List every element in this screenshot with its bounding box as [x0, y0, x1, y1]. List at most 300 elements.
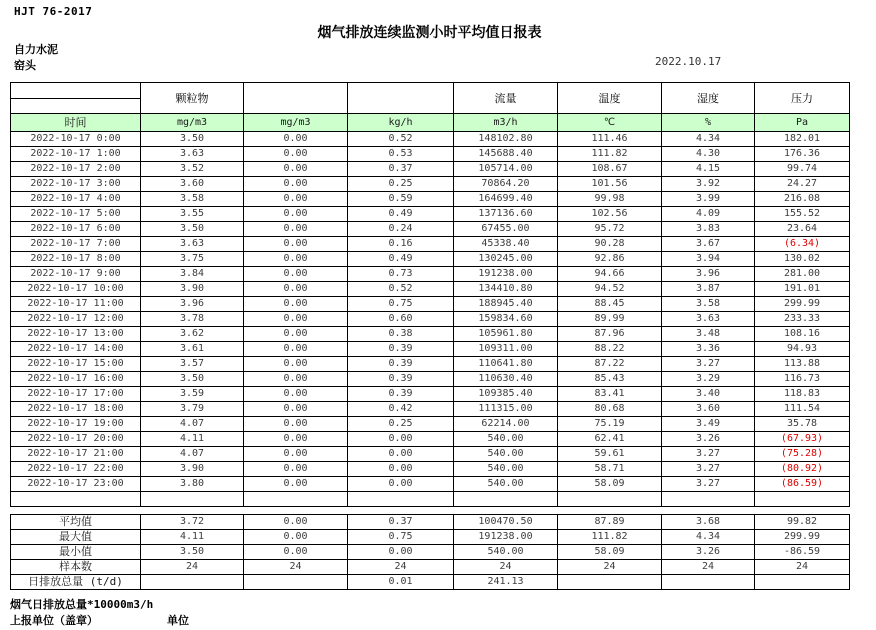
table-row: [11, 327, 850, 342]
table-row: [11, 447, 850, 462]
value-cell: 0.00: [348, 462, 454, 477]
value-cell: 45338.40: [454, 237, 558, 252]
time-cell: 2022-10-17 18:00: [11, 402, 141, 417]
table-row: [11, 417, 850, 432]
table-row: [11, 147, 850, 162]
value-cell: 80.68: [558, 402, 662, 417]
value-cell: 0.00: [348, 477, 454, 492]
value-cell: 109385.40: [454, 387, 558, 402]
value-cell: 108.16: [755, 327, 850, 342]
summary-value-cell: 0.01: [348, 575, 454, 590]
value-cell: 0.00: [244, 282, 348, 297]
unit-mgm3-2: mg/m3: [244, 114, 348, 132]
value-cell: 70864.20: [454, 177, 558, 192]
unit-m3h: m3/h: [454, 114, 558, 132]
value-cell: 3.61: [141, 342, 244, 357]
time-cell: 2022-10-17 3:00: [11, 177, 141, 192]
value-cell: 3.50: [141, 132, 244, 147]
value-cell: 0.53: [348, 147, 454, 162]
value-cell: 176.36: [755, 147, 850, 162]
value-cell: 0.00: [244, 387, 348, 402]
summary-value-cell: 540.00: [454, 545, 558, 560]
value-cell: 0.00: [244, 327, 348, 342]
value-cell: 130.02: [755, 252, 850, 267]
value-cell: 105961.80: [454, 327, 558, 342]
value-cell: (6.34): [755, 237, 850, 252]
time-cell: 2022-10-17 16:00: [11, 372, 141, 387]
value-cell: 3.59: [141, 387, 244, 402]
summary-value-cell: 58.09: [558, 545, 662, 560]
reporting-unit-label: 上报单位（盖章）: [10, 614, 98, 627]
value-cell: 58.71: [558, 462, 662, 477]
value-cell: 3.78: [141, 312, 244, 327]
group-header-temperature: 温度: [558, 83, 662, 114]
summary-value-cell: 3.72: [141, 515, 244, 530]
empty-cell: [11, 492, 141, 507]
report-table-wrapper: [10, 82, 850, 590]
summary-value-cell: 87.89: [558, 515, 662, 530]
value-cell: 3.99: [662, 192, 755, 207]
value-cell: 23.64: [755, 222, 850, 237]
value-cell: 0.49: [348, 252, 454, 267]
value-cell: 59.61: [558, 447, 662, 462]
summary-label-cell: 最大值: [11, 530, 141, 545]
value-cell: 3.29: [662, 372, 755, 387]
value-cell: 101.56: [558, 177, 662, 192]
value-cell: 0.00: [244, 462, 348, 477]
value-cell: 0.00: [244, 297, 348, 312]
value-cell: 4.34: [662, 132, 755, 147]
summary-value-cell: 191238.00: [454, 530, 558, 545]
value-cell: 4.30: [662, 147, 755, 162]
value-cell: 0.39: [348, 387, 454, 402]
table-row: [11, 207, 850, 222]
summary-label-cell: 平均值: [11, 515, 141, 530]
summary-value-cell: 24: [454, 560, 558, 575]
time-cell: 2022-10-17 1:00: [11, 147, 141, 162]
value-cell: 113.88: [755, 357, 850, 372]
value-cell: 3.27: [662, 462, 755, 477]
value-cell: 35.78: [755, 417, 850, 432]
value-cell: 75.19: [558, 417, 662, 432]
value-cell: 0.59: [348, 192, 454, 207]
value-cell: 4.09: [662, 207, 755, 222]
empty-cell: [454, 492, 558, 507]
value-cell: 0.00: [244, 177, 348, 192]
value-cell: 3.27: [662, 477, 755, 492]
value-cell: 111315.00: [454, 402, 558, 417]
value-cell: 0.60: [348, 312, 454, 327]
value-cell: 145688.40: [454, 147, 558, 162]
summary-row: [11, 530, 850, 545]
value-cell: 94.93: [755, 342, 850, 357]
corner-cell-top: [11, 83, 141, 99]
summary-value-cell: 3.26: [662, 545, 755, 560]
table-row: [11, 372, 850, 387]
footer-note: 烟气日排放总量*10000m3/h: [10, 598, 154, 611]
value-cell: 3.63: [662, 312, 755, 327]
time-cell: 2022-10-17 6:00: [11, 222, 141, 237]
empty-cell: [244, 492, 348, 507]
value-cell: 0.00: [244, 237, 348, 252]
summary-value-cell: 24: [348, 560, 454, 575]
value-cell: 134410.80: [454, 282, 558, 297]
value-cell: 111.82: [558, 147, 662, 162]
table-row: [11, 462, 850, 477]
value-cell: 3.94: [662, 252, 755, 267]
value-cell: 111.46: [558, 132, 662, 147]
value-cell: 83.41: [558, 387, 662, 402]
value-cell: 0.00: [244, 222, 348, 237]
value-cell: 3.96: [141, 297, 244, 312]
value-cell: 88.22: [558, 342, 662, 357]
value-cell: 0.00: [244, 447, 348, 462]
summary-value-cell: 4.11: [141, 530, 244, 545]
value-cell: 4.07: [141, 447, 244, 462]
value-cell: 4.11: [141, 432, 244, 447]
table-row: [11, 282, 850, 297]
summary-value-cell: [141, 575, 244, 590]
summary-value-cell: [244, 575, 348, 590]
summary-value-cell: 24: [662, 560, 755, 575]
value-cell: 3.75: [141, 252, 244, 267]
value-cell: 3.84: [141, 267, 244, 282]
table-row: [11, 162, 850, 177]
table-row: [11, 237, 850, 252]
time-cell: 2022-10-17 10:00: [11, 282, 141, 297]
value-cell: 164699.40: [454, 192, 558, 207]
time-cell: 2022-10-17 5:00: [11, 207, 141, 222]
value-cell: 130245.00: [454, 252, 558, 267]
summary-value-cell: [755, 575, 850, 590]
empty-cell: [141, 492, 244, 507]
time-cell: 2022-10-17 0:00: [11, 132, 141, 147]
value-cell: 87.96: [558, 327, 662, 342]
value-cell: 0.00: [244, 162, 348, 177]
unit-pa: Pa: [755, 114, 850, 132]
value-cell: 109311.00: [454, 342, 558, 357]
value-cell: 94.66: [558, 267, 662, 282]
value-cell: 3.83: [662, 222, 755, 237]
value-cell: 3.63: [141, 237, 244, 252]
table-row: [11, 312, 850, 327]
unit-percent: %: [662, 114, 755, 132]
value-cell: 110641.80: [454, 357, 558, 372]
unit-header-row: [11, 114, 850, 132]
table-row: [11, 402, 850, 417]
time-cell: 2022-10-17 21:00: [11, 447, 141, 462]
summary-value-cell: 0.00: [244, 545, 348, 560]
summary-value-cell: 100470.50: [454, 515, 558, 530]
summary-row: [11, 575, 850, 590]
summary-label-cell: 最小值: [11, 545, 141, 560]
corner-cell-bottom: [11, 99, 141, 114]
group-header-humidity: 湿度: [662, 83, 755, 114]
value-cell: 3.90: [141, 462, 244, 477]
summary-value-cell: 0.00: [244, 530, 348, 545]
table-row: [11, 477, 850, 492]
time-cell: 2022-10-17 4:00: [11, 192, 141, 207]
value-cell: 62214.00: [454, 417, 558, 432]
value-cell: 3.87: [662, 282, 755, 297]
group-header-empty-2: [348, 83, 454, 114]
table-row: [11, 132, 850, 147]
value-cell: 4.07: [141, 417, 244, 432]
summary-label-cell: 样本数: [11, 560, 141, 575]
value-cell: 540.00: [454, 462, 558, 477]
value-cell: 85.43: [558, 372, 662, 387]
value-cell: (75.28): [755, 447, 850, 462]
hourly-rows: [11, 132, 850, 590]
summary-row: [11, 560, 850, 575]
value-cell: 118.83: [755, 387, 850, 402]
time-cell: 2022-10-17 8:00: [11, 252, 141, 267]
value-cell: 281.00: [755, 267, 850, 282]
value-cell: 0.00: [244, 342, 348, 357]
value-cell: 3.57: [141, 357, 244, 372]
value-cell: 99.74: [755, 162, 850, 177]
summary-value-cell: [662, 575, 755, 590]
value-cell: 0.42: [348, 402, 454, 417]
time-cell: 2022-10-17 15:00: [11, 357, 141, 372]
value-cell: 3.60: [662, 402, 755, 417]
empty-cell: [755, 492, 850, 507]
summary-row: [11, 515, 850, 530]
value-cell: 0.00: [244, 477, 348, 492]
page-title: 烟气排放连续监测小时平均值日报表: [317, 25, 542, 41]
summary-value-cell: 111.82: [558, 530, 662, 545]
table-row: [11, 177, 850, 192]
value-cell: (86.59): [755, 477, 850, 492]
value-cell: 3.62: [141, 327, 244, 342]
value-cell: 95.72: [558, 222, 662, 237]
value-cell: 3.55: [141, 207, 244, 222]
table-row: [11, 297, 850, 312]
value-cell: 88.45: [558, 297, 662, 312]
company-name: 自力水泥: [14, 43, 58, 56]
summary-label-cell: 日排放总量 (t/d): [11, 575, 141, 590]
empty-cell: [662, 492, 755, 507]
value-cell: 0.00: [244, 402, 348, 417]
empty-cell: [558, 492, 662, 507]
value-cell: 3.96: [662, 267, 755, 282]
value-cell: 3.63: [141, 147, 244, 162]
value-cell: 188945.40: [454, 297, 558, 312]
summary-value-cell: 0.00: [244, 515, 348, 530]
table-row: [11, 432, 850, 447]
value-cell: 94.52: [558, 282, 662, 297]
table-row: [11, 252, 850, 267]
value-cell: 0.75: [348, 297, 454, 312]
summary-value-cell: [558, 575, 662, 590]
unit-kgh: kg/h: [348, 114, 454, 132]
summary-value-cell: 4.34: [662, 530, 755, 545]
value-cell: 0.00: [348, 447, 454, 462]
value-cell: 3.92: [662, 177, 755, 192]
value-cell: 159834.60: [454, 312, 558, 327]
report-date: 2022.10.17: [655, 55, 722, 68]
time-cell: 2022-10-17 20:00: [11, 432, 141, 447]
table-row: [11, 192, 850, 207]
summary-value-cell: 0.75: [348, 530, 454, 545]
empty-row: [11, 492, 850, 507]
value-cell: 0.73: [348, 267, 454, 282]
summary-value-cell: 0.00: [348, 545, 454, 560]
time-cell: 2022-10-17 7:00: [11, 237, 141, 252]
value-cell: 3.49: [662, 417, 755, 432]
time-cell: 2022-10-17 12:00: [11, 312, 141, 327]
value-cell: 105714.00: [454, 162, 558, 177]
monitoring-table: [10, 82, 850, 590]
summary-value-cell: 24: [755, 560, 850, 575]
value-cell: 0.00: [244, 432, 348, 447]
group-header-particulate: 颗粒物: [141, 83, 244, 114]
summary-row: [11, 545, 850, 560]
value-cell: 0.00: [244, 417, 348, 432]
summary-value-cell: 241.13: [454, 575, 558, 590]
value-cell: 0.00: [244, 357, 348, 372]
value-cell: 110630.40: [454, 372, 558, 387]
spacer-row: [11, 507, 850, 515]
value-cell: 92.86: [558, 252, 662, 267]
value-cell: 3.67: [662, 237, 755, 252]
value-cell: 90.28: [558, 237, 662, 252]
value-cell: 0.00: [244, 147, 348, 162]
header-time: 时间: [11, 114, 141, 132]
value-cell: 540.00: [454, 477, 558, 492]
value-cell: 0.39: [348, 357, 454, 372]
value-cell: 0.24: [348, 222, 454, 237]
value-cell: 540.00: [454, 447, 558, 462]
value-cell: (67.93): [755, 432, 850, 447]
value-cell: 0.37: [348, 162, 454, 177]
value-cell: 233.33: [755, 312, 850, 327]
value-cell: 4.15: [662, 162, 755, 177]
value-cell: 0.25: [348, 417, 454, 432]
value-cell: 0.00: [244, 207, 348, 222]
summary-value-cell: 3.50: [141, 545, 244, 560]
summary-value-cell: 3.68: [662, 515, 755, 530]
time-cell: 2022-10-17 23:00: [11, 477, 141, 492]
value-cell: 3.36: [662, 342, 755, 357]
time-cell: 2022-10-17 19:00: [11, 417, 141, 432]
value-cell: 0.39: [348, 342, 454, 357]
value-cell: (80.92): [755, 462, 850, 477]
value-cell: 182.01: [755, 132, 850, 147]
value-cell: 0.00: [244, 372, 348, 387]
doc-standard-code: HJT 76-2017: [14, 5, 93, 18]
value-cell: 0.38: [348, 327, 454, 342]
table-row: [11, 357, 850, 372]
value-cell: 0.25: [348, 177, 454, 192]
value-cell: 24.27: [755, 177, 850, 192]
value-cell: 3.27: [662, 357, 755, 372]
time-cell: 2022-10-17 22:00: [11, 462, 141, 477]
value-cell: 148102.80: [454, 132, 558, 147]
summary-value-cell: 99.82: [755, 515, 850, 530]
summary-value-cell: 24: [244, 560, 348, 575]
station-name: 窑头: [14, 59, 36, 72]
summary-value-cell: -86.59: [755, 545, 850, 560]
group-header-flow: 流量: [454, 83, 558, 114]
value-cell: 0.39: [348, 372, 454, 387]
value-cell: 0.00: [244, 267, 348, 282]
value-cell: 191.01: [755, 282, 850, 297]
value-cell: 0.52: [348, 282, 454, 297]
unit-label: 单位: [167, 614, 189, 627]
value-cell: 3.52: [141, 162, 244, 177]
value-cell: 0.00: [244, 312, 348, 327]
value-cell: 3.40: [662, 387, 755, 402]
value-cell: 87.22: [558, 357, 662, 372]
time-cell: 2022-10-17 9:00: [11, 267, 141, 282]
time-cell: 2022-10-17 14:00: [11, 342, 141, 357]
value-cell: 3.80: [141, 477, 244, 492]
value-cell: 116.73: [755, 372, 850, 387]
time-cell: 2022-10-17 17:00: [11, 387, 141, 402]
value-cell: 3.48: [662, 327, 755, 342]
value-cell: 3.27: [662, 447, 755, 462]
unit-celsius: ℃: [558, 114, 662, 132]
value-cell: 67455.00: [454, 222, 558, 237]
unit-mgm3-1: mg/m3: [141, 114, 244, 132]
value-cell: 137136.60: [454, 207, 558, 222]
value-cell: 0.00: [244, 132, 348, 147]
value-cell: 0.49: [348, 207, 454, 222]
value-cell: 0.16: [348, 237, 454, 252]
value-cell: 108.67: [558, 162, 662, 177]
group-header-pressure: 压力: [755, 83, 850, 114]
value-cell: 0.52: [348, 132, 454, 147]
group-header-empty-1: [244, 83, 348, 114]
table-row: [11, 267, 850, 282]
value-cell: 299.99: [755, 297, 850, 312]
value-cell: 3.50: [141, 372, 244, 387]
value-cell: 58.09: [558, 477, 662, 492]
value-cell: 3.26: [662, 432, 755, 447]
value-cell: 3.79: [141, 402, 244, 417]
summary-value-cell: 299.99: [755, 530, 850, 545]
summary-value-cell: 24: [141, 560, 244, 575]
empty-cell: [348, 492, 454, 507]
value-cell: 3.90: [141, 282, 244, 297]
value-cell: 216.08: [755, 192, 850, 207]
summary-value-cell: 24: [558, 560, 662, 575]
value-cell: 155.52: [755, 207, 850, 222]
value-cell: 540.00: [454, 432, 558, 447]
value-cell: 191238.00: [454, 267, 558, 282]
value-cell: 3.60: [141, 177, 244, 192]
value-cell: 62.41: [558, 432, 662, 447]
group-header-row: [11, 83, 850, 99]
value-cell: 0.00: [244, 192, 348, 207]
value-cell: 0.00: [348, 432, 454, 447]
value-cell: 99.98: [558, 192, 662, 207]
value-cell: 89.99: [558, 312, 662, 327]
value-cell: 3.50: [141, 222, 244, 237]
table-row: [11, 222, 850, 237]
value-cell: 102.56: [558, 207, 662, 222]
value-cell: 3.58: [141, 192, 244, 207]
summary-value-cell: 0.37: [348, 515, 454, 530]
time-cell: 2022-10-17 2:00: [11, 162, 141, 177]
value-cell: 3.58: [662, 297, 755, 312]
value-cell: 0.00: [244, 252, 348, 267]
table-row: [11, 342, 850, 357]
time-cell: 2022-10-17 11:00: [11, 297, 141, 312]
time-cell: 2022-10-17 13:00: [11, 327, 141, 342]
value-cell: 111.54: [755, 402, 850, 417]
